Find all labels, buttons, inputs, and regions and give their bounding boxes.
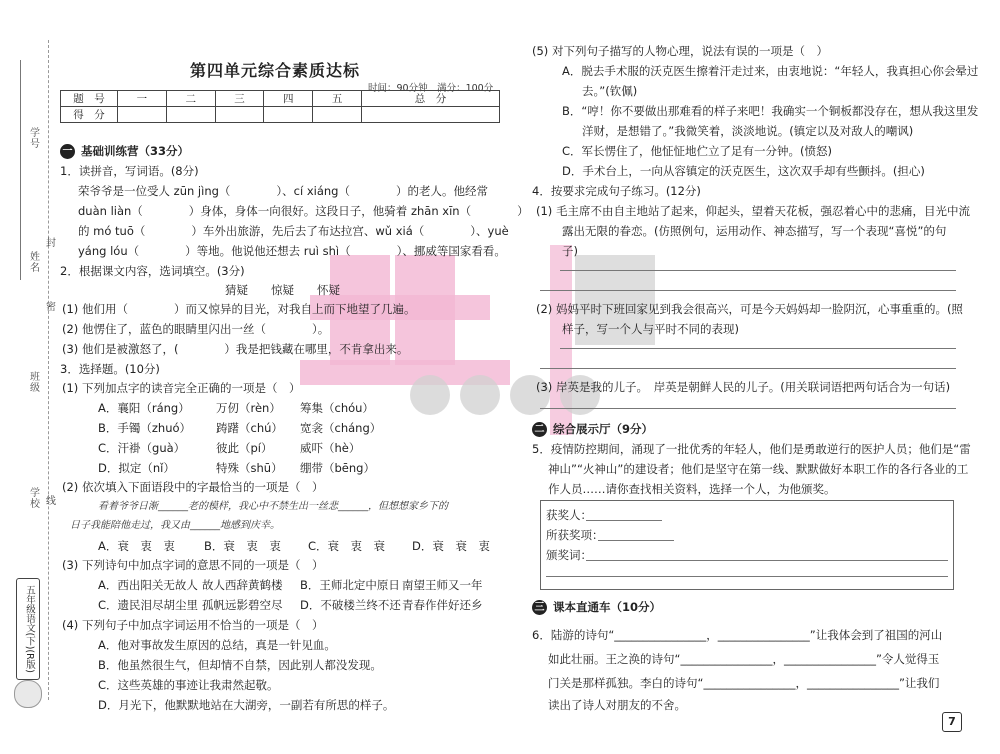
award-prize-label: 所获奖项： [546,528,604,542]
q5-line: 作人员……请你查找相关资料，选择一个人，为他颁奖。 [548,482,836,496]
q3-1-option-b2: 踌躇（chú） [216,421,283,435]
section-2-heading [532,420,653,438]
section-1-badge: 一 [60,144,75,159]
q3-3-stem: (3) 下列诗句中加点字词的意思不同的一项是（ ） [62,558,324,572]
score-table-score-row [61,107,500,123]
section-3-heading [532,598,661,616]
book-label: 五年级语文(下)(R版) [16,578,40,680]
q4-1-answer-line[interactable] [540,290,956,291]
q3-5-option-c: C．军长愣住了，他怔怔地伫立了足有一分钟。(愤怒) [562,144,833,158]
q1-line: yáng lóu（ ）等地。他说他还想去 ruì shì（ ）、挪威等国家看看。 [78,244,506,258]
score-cell: 五 [313,91,362,107]
score-cell: 一 [118,91,167,107]
q3-3-option-d: D．不破楼兰终不还 [300,598,401,612]
label-banji: 班级 [30,372,40,394]
section-1-title: 基础训练营（33分） [81,144,190,158]
q3-1-option-c3: 威吓（hè） [300,441,361,455]
score-input[interactable] [118,107,167,123]
award-speech-label: 颁奖词： [546,548,592,562]
q3-2-passage: 看着爷爷日渐______老的模样，我心中不禁生出一丝悲______，但想想家乡下的 [98,501,448,512]
q4-1-line: 子) [562,244,578,258]
label-mi: 密 [46,302,56,313]
q3-3-option-b: B．王师北定中原日 [300,578,400,592]
label-xuehao: 学号 [30,128,40,150]
label-feng: 封 [46,238,56,249]
score-cell: 题 号 [61,91,118,107]
score-input[interactable] [361,107,499,123]
q3-5-option-a-cont: 去。”(钦佩) [582,84,638,98]
binding-margin [0,0,62,754]
q3-4-stem: (4) 下列句子中加点字词运用不恰当的一项是（ ） [62,618,324,632]
q3-3-option-a: A．西出阳关无故人 [98,578,198,592]
q3-stem: 3．选择题。(10分) [60,362,160,376]
q3-3-option-b2: 南望王师又一年 [402,578,483,592]
q3-5-stem: (5) 对下列句子描写的人物心理，说法有误的一项是（ ） [532,44,828,58]
q1-line: duàn liàn（ ）身体，身体一向很好。这段日子，他骑着 zhān xīn（ ） [78,204,529,218]
section-3-title: 课本直通车（10分） [553,600,662,614]
q6-line: 6．陆游的诗句“________________，________________”让我体会到了祖国的河山 [532,628,943,642]
q3-4-option-d: D．月光下，他默默地站在大湖旁，一副若有所思的样子。 [98,698,395,712]
score-input[interactable] [313,107,362,123]
q3-2-option-d: D．衰 衰 衷 [412,539,490,553]
score-input[interactable] [166,107,215,123]
section-1-heading [60,142,189,160]
mascot-icon [14,680,42,708]
q3-1-option-c: C．汗褂（guà） [98,441,186,455]
q3-1-option-a2: 万仞（rèn） [216,401,281,415]
score-cell: 二 [166,91,215,107]
score-input[interactable] [215,107,264,123]
q1-line: 的 mó tuō（ ）车外出旅游，先后去了布达拉宫、wǔ xiá（ ）、yuè [78,224,509,238]
q3-3-option-a2: 故人西辞黄鹤楼 [202,578,283,592]
award-speech-input[interactable] [546,576,948,577]
time-info: 时间：90分钟 满分：100分 [368,83,494,94]
q4-stem: 4．按要求完成句子练习。(12分) [532,184,701,198]
q6-line: 如此壮丽。王之涣的诗句“________________，________________”令人觉得玉 [548,652,940,666]
q3-2-stem: (2) 依次填入下面语段中的字最恰当的一项是（ ） [62,480,324,494]
section-2-title: 综合展示厅（9分） [553,422,654,436]
score-cell: 四 [264,91,313,107]
q3-5-option-a: A．脱去手术服的沃克医生擦着汗走过来，由衷地说：“年轻人，我真担心你会晕过 [562,64,979,78]
q3-2-option-b: B．衰 衷 衷 [204,539,281,553]
q3-1-option-b: B．手镯（zhuó） [98,421,192,435]
cut-line [48,40,49,700]
award-winner-input[interactable] [586,520,662,521]
q4-1-answer-line[interactable] [560,270,956,271]
q4-3-line: (3) 岸英是我的儿子。 岸英是朝鲜人民的儿子。(用关联词语把两句话合为一句话) [536,380,951,394]
q2-stem: 2．根据课文内容，选词填空。(3分) [60,264,245,278]
q3-1-option-a: A．襄阳（ráng） [98,401,190,415]
award-speech-input[interactable] [586,560,948,561]
score-cell: 得 分 [61,107,118,123]
score-cell: 总 分 [361,91,499,107]
q4-2-answer-line[interactable] [560,348,956,349]
q5-line: 神山”“火神山”的建设者；他们是坚守在第一线、默默做好本职工作的各行各业的工 [548,462,969,476]
page-title: 第四单元综合素质达标 [189,61,360,80]
q3-1-stem: (1) 下列加点字的读音完全正确的一项是（ ） [62,381,301,395]
q6-line: 读出了诗人对朋友的不舍。 [548,698,686,712]
award-prize-input[interactable] [598,540,674,541]
q4-2-answer-line[interactable] [540,368,956,369]
q3-3-option-d2: 青春作伴好还乡 [402,598,483,612]
q3-1-option-c2: 彼此（pí） [216,441,273,455]
q3-1-option-d3: 绷带（bēng） [300,461,375,475]
q3-1-option-d: D．拟定（nǐ） [98,461,175,475]
q3-5-option-b: B．“哼！你不要做出那难看的样子来吧！我确实一个铜板都没存在，想从我这里发 [562,104,979,118]
q3-2-option-a: A．衰 衷 衷 [98,539,175,553]
q5-line: 5．疫情防控期间，涌现了一批优秀的年轻人，他们是勇敢逆行的医护人员；他们是“雷 [532,442,971,456]
q2-item: (1) 他们用（ ）而又惊异的目光，对我自上而下地望了几遍。 [62,302,416,316]
q2-word-bank: 猜疑 惊疑 怀疑 [225,283,340,297]
score-cell: 三 [215,91,264,107]
q3-4-option-c: C．这些英雄的事迹让我肃然起敬。 [98,678,279,692]
q3-4-option-b: B．他虽然很生气，但却情不自禁，因此别人都没发现。 [98,658,382,672]
q3-2-option-c: C．衰 衷 衰 [308,539,386,553]
name-line [20,60,21,280]
q3-3-option-c: C．遗民泪尽胡尘里 [98,598,199,612]
q3-1-option-b3: 宽衾（cháng） [300,421,382,435]
q2-item: (3) 他们是被激怒了，( ）我是把钱藏在哪里，不肯拿出来。 [62,342,409,356]
q1-line: 荣爷爷是一位受人 zūn jìng（ ）、cí xiáng（ ）的老人。他经常 [78,184,488,198]
q3-5-option-b-cont: 洋财，是想错了。”我微笑着，淡淡地说。(镇定以及对敌人的嘲讽) [582,124,914,138]
q4-3-answer-line[interactable] [540,408,956,409]
score-table-header-row [61,91,500,107]
q3-1-option-d2: 特殊（shū） [216,461,283,475]
label-xian: 线 [46,496,56,507]
section-3-badge: 三 [532,600,547,615]
award-winner-label: 获奖人： [546,508,592,522]
q3-1-option-a3: 筹集（chóu） [300,401,374,415]
q3-4-option-a: A．他对事故发生原因的总结，真是一针见血。 [98,638,336,652]
q4-1-line: 露出无限的眷恋。(仿照例句，运用动作、神态描写，写一个表现“喜悦”的句 [562,224,947,238]
q3-5-option-d: D．手术台上，一向从容镇定的沃克医生，这次双手却有些颤抖。(担心) [562,164,925,178]
label-xingming: 姓名 [30,252,40,274]
score-input[interactable] [264,107,313,123]
q4-1-line: (1) 毛主席不由自主地站了起来，仰起头，望着天花板，强忍着心中的悲痛，目光中流 [536,204,970,218]
page-number: 7 [942,712,962,732]
q2-item: (2) 他愣住了，蓝色的眼睛里闪出一丝（ ）。 [62,322,330,336]
score-table [60,90,500,123]
q4-2-line: (2) 妈妈平时下班回家见到我会很高兴，可是今天妈妈却一脸阴沉，心事重重的。(照 [536,302,963,316]
q1-stem: 1．读拼音，写词语。(8分) [60,164,199,178]
label-xuexiao: 学校 [30,488,40,510]
q4-2-line: 样子，写一个人与平时不同的表现) [562,322,739,336]
q3-3-option-c2: 孤帆远影碧空尽 [202,598,283,612]
q6-line: 门关是那样孤独。李白的诗句“________________，________________”让我们 [548,676,940,690]
section-2-badge: 二 [532,422,547,437]
q3-2-passage: 日子我能陪他走过，我又由______地感到庆幸。 [70,520,280,531]
